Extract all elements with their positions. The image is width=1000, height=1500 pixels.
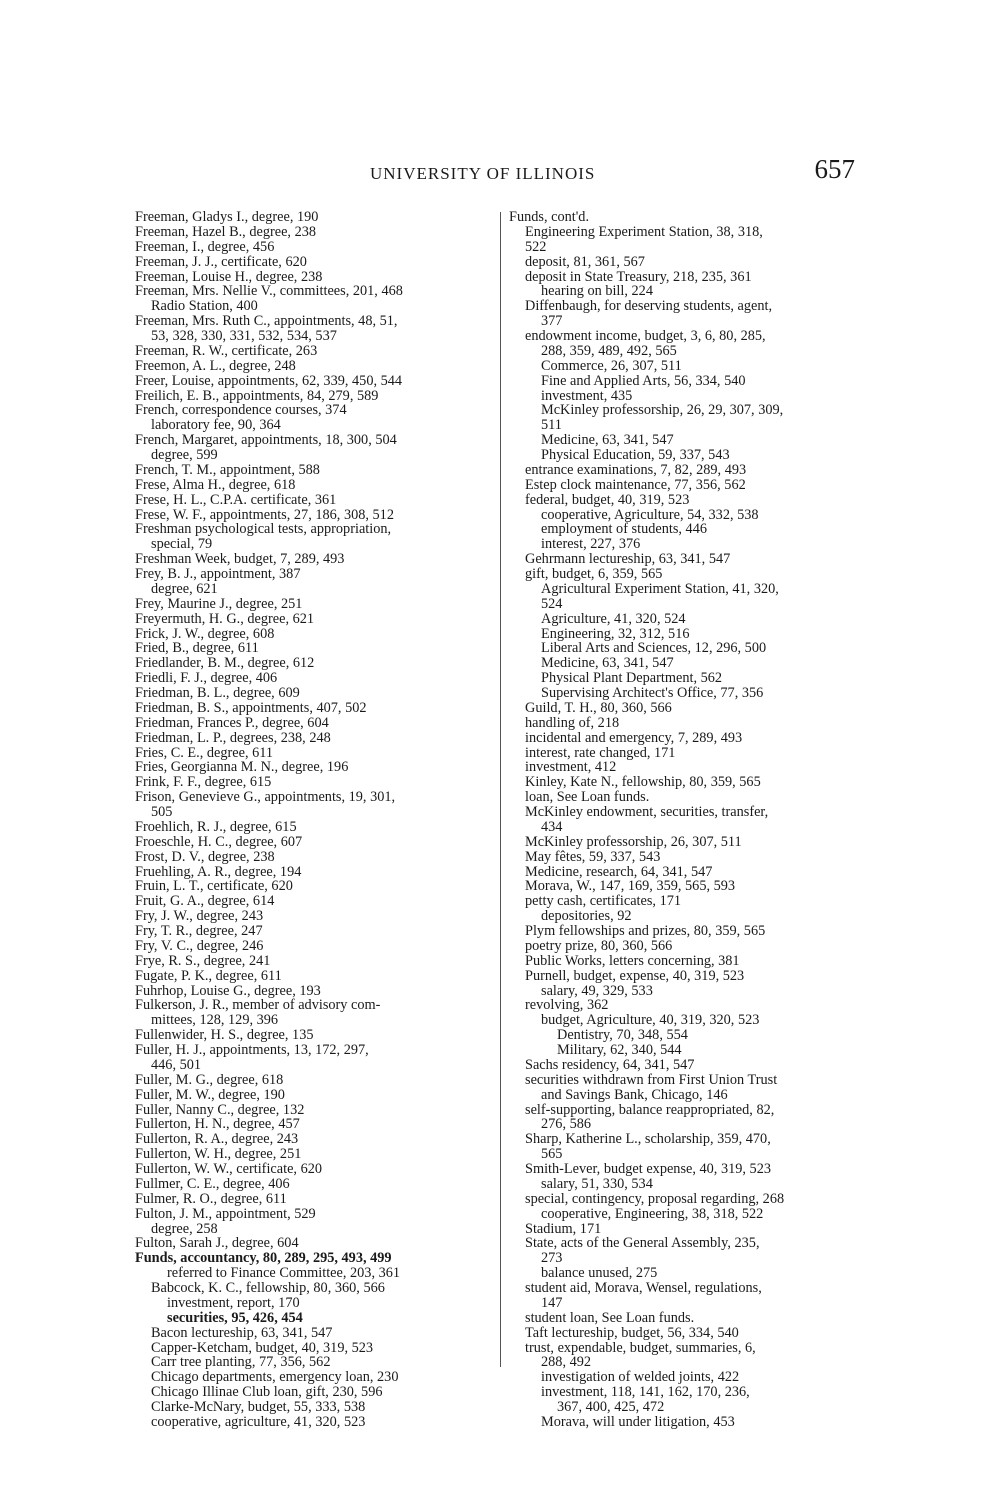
index-entry: degree, 258 [151, 1220, 218, 1237]
index-entry: Fruit, G. A., degree, 614 [135, 893, 275, 910]
index-entry: Physical Education, 59, 337, 543 [541, 447, 730, 463]
index-entry: investigation of welded joints, 422 [541, 1369, 740, 1386]
index-entry: Dentistry, 70, 348, 554 [557, 1027, 688, 1044]
index-entry: Medicine, research, 64, 341, 547 [525, 863, 713, 880]
index-entry: self-supporting, balance reappropriated, 82, [525, 1101, 775, 1118]
index-entry: Funds, accountancy, 80, 289, 295, 493, 499 [135, 1250, 392, 1267]
index-entry: budget, Agriculture, 40, 319, 320, 523 [541, 1012, 760, 1029]
index-entry: student loan, See Loan funds. [525, 1309, 695, 1326]
index-entry: Froehlich, R. J., degree, 615 [135, 818, 297, 835]
index-entry: investment, 118, 141, 162, 170, 236, [541, 1384, 750, 1401]
index-entry: interest, 227, 376 [541, 536, 641, 553]
index-entry: Bacon lectureship, 63, 341, 547 [151, 1324, 333, 1341]
index-entry: Gehrmann lectureship, 63, 341, 547 [525, 551, 731, 568]
index-entry: Kinley, Kate N., fellowship, 80, 359, 565 [525, 774, 761, 791]
index-entry: Friedli, F. J., degree, 406 [135, 670, 278, 687]
index-entry: Fry, J. W., degree, 243 [135, 908, 264, 925]
index-entry: Frey, B. J., appointment, 387 [135, 566, 301, 582]
index-entry: 511 [541, 417, 562, 434]
index-entry: Freeman, Mrs. Ruth C., appointments, 48, 51, [135, 313, 398, 330]
index-entry: endowment income, budget, 3, 6, 80, 285, [525, 328, 766, 344]
index-entry: May fêtes, 59, 337, 543 [525, 848, 661, 865]
index-entry: Fulton, J. M., appointment, 529 [135, 1205, 316, 1222]
index-entry: 565 [541, 1146, 563, 1163]
index-entry: Fine and Applied Arts, 56, 334, 540 [541, 372, 746, 389]
index-entry: Fulmer, R. O., degree, 611 [135, 1190, 287, 1207]
index-entry: Freeman, Louise H., degree, 238 [135, 268, 323, 285]
index-entry: cooperative, Engineering, 38, 318, 522 [541, 1205, 764, 1222]
index-entry: Funds, cont'd. [509, 209, 590, 225]
page-number: 657 [814, 154, 855, 184]
index-entry: Freyermuth, H. G., degree, 621 [135, 610, 315, 627]
index-entry: depositories, 92 [541, 908, 632, 925]
index-entry: federal, budget, 40, 319, 523 [525, 491, 690, 508]
index-entry: 288, 492 [541, 1354, 592, 1371]
index-entry: Freer, Louise, appointments, 62, 339, 450, 544 [135, 372, 403, 389]
index-entry: investment, 412 [525, 759, 617, 776]
page-header [135, 154, 855, 196]
index-entry: Agriculture, 41, 320, 524 [541, 610, 686, 627]
index-entry: salary, 51, 330, 534 [541, 1175, 653, 1192]
index-entry: cooperative, Agriculture, 54, 332, 538 [541, 506, 759, 523]
index-entry: Radio Station, 400 [151, 298, 258, 315]
index-entry: 147 [541, 1294, 563, 1311]
index-entry: Frese, W. F., appointments, 27, 186, 308, 512 [135, 506, 394, 523]
index-entry: Frye, R. S., degree, 241 [135, 952, 271, 969]
index-entry: Sachs residency, 64, 341, 547 [525, 1056, 695, 1073]
index-entry: Commerce, 26, 307, 511 [541, 357, 682, 374]
column-divider [500, 212, 501, 1367]
index-entry: Freshman Week, budget, 7, 289, 493 [135, 551, 345, 568]
index-entry: student aid, Morava, Wensel, regulations, [525, 1280, 762, 1296]
index-entry: 276, 586 [541, 1116, 592, 1133]
index-entry: Frison, Genevieve G., appointments, 19, 301, [135, 789, 396, 806]
index-entry: Frey, Maurine J., degree, 251 [135, 595, 303, 612]
index-entry: McKinley professorship, 26, 29, 307, 309, [541, 402, 784, 419]
index-entry: Estep clock maintenance, 77, 356, 562 [525, 476, 746, 493]
index-entry: Physical Plant Department, 562 [541, 670, 723, 687]
index-entry: 505 [151, 804, 173, 820]
index-entry: 367, 400, 425, 472 [557, 1399, 665, 1415]
index-entry: Fullerton, W. H., degree, 251 [135, 1146, 302, 1163]
index-entry: degree, 621 [151, 580, 218, 597]
index-entry: State, acts of the General Assembly, 235, [525, 1235, 760, 1252]
index-column-right [509, 210, 859, 1430]
index-entry: Fullerton, H. N., degree, 457 [135, 1116, 300, 1133]
index-entry: Friedlander, B. M., degree, 612 [135, 655, 315, 672]
index-column-left [135, 210, 493, 1430]
index-entry: Fullerton, R. A., degree, 243 [135, 1131, 299, 1148]
index-entry: Friedman, L. P., degrees, 238, 248 [135, 729, 331, 746]
index-entry: Fulton, Sarah J., degree, 604 [135, 1235, 299, 1252]
index-entry: Engineering, 32, 312, 516 [541, 625, 690, 642]
index-entry: Fugate, P. K., degree, 611 [135, 967, 282, 984]
index-entry: Fried, B., degree, 611 [135, 640, 259, 657]
index-entry: Sharp, Katherine L., scholarship, 359, 470, [525, 1131, 771, 1148]
index-entry: Frost, D. V., degree, 238 [135, 848, 275, 865]
index-entry: Fruin, L. T., certificate, 620 [135, 878, 293, 895]
index-entry: Military, 62, 340, 544 [557, 1042, 682, 1058]
index-entry: revolving, 362 [525, 997, 609, 1014]
index-entry: Chicago Illinae Club loan, gift, 230, 596 [151, 1384, 383, 1401]
index-entry: Taft lectureship, budget, 56, 334, 540 [525, 1324, 739, 1341]
index-entry: special, 79 [151, 536, 213, 553]
running-title: UNIVERSITY OF ILLINOIS [370, 164, 596, 183]
index-entry: Freemon, A. L., degree, 248 [135, 357, 296, 374]
index-entry: French, T. M., appointment, 588 [135, 461, 320, 478]
index-entry: securities withdrawn from First Union Trust [525, 1071, 778, 1088]
index-entry: loan, See Loan funds. [525, 789, 650, 806]
index-entry: laboratory fee, 90, 364 [151, 417, 281, 434]
index-entry: Frick, J. W., degree, 608 [135, 625, 275, 642]
index-entry: Agricultural Experiment Station, 41, 320, [541, 580, 779, 597]
index-entry: French, Margaret, appointments, 18, 300, 504 [135, 432, 397, 449]
index-entry: Fries, C. E., degree, 611 [135, 744, 274, 761]
index-entry: securities, 95, 426, 454 [167, 1309, 303, 1326]
index-entry: investment, report, 170 [167, 1294, 300, 1311]
index-entry: Diffenbaugh, for deserving students, agent, [525, 298, 773, 315]
index-entry: petty cash, certificates, 171 [525, 893, 682, 910]
index-entry: Froeschle, H. C., degree, 607 [135, 833, 303, 850]
index-entry: Liberal Arts and Sciences, 12, 296, 500 [541, 640, 767, 657]
index-entry: referred to Finance Committee, 203, 361 [167, 1265, 401, 1282]
index-entry: mittees, 128, 129, 396 [151, 1012, 279, 1029]
index-entry: poetry prize, 80, 360, 566 [525, 937, 673, 954]
index-entry: employment of students, 446 [541, 521, 707, 538]
index-entry: 273 [541, 1250, 563, 1267]
index-entry: interest, rate changed, 171 [525, 744, 676, 761]
index-entry: Engineering Experiment Station, 38, 318, [525, 223, 763, 240]
index-entry: 288, 359, 489, 492, 565 [541, 342, 677, 359]
index-entry: salary, 49, 329, 533 [541, 982, 653, 999]
index-entry: incidental and emergency, 7, 289, 493 [525, 729, 743, 746]
index-entry: deposit in State Treasury, 218, 235, 361 [525, 268, 752, 285]
index-entry: Friedman, Frances P., degree, 604 [135, 714, 329, 731]
index-entry: Capper-Ketcham, budget, 40, 319, 523 [151, 1339, 374, 1356]
index-entry: Fuller, Nanny C., degree, 132 [135, 1101, 305, 1118]
index-entry: investment, 435 [541, 387, 633, 404]
index-entry: 522 [525, 238, 547, 255]
index-entry: Friedman, B. S., appointments, 407, 502 [135, 699, 367, 716]
index-entry: handling of, 218 [525, 714, 620, 731]
index-entry: Medicine, 63, 341, 547 [541, 655, 674, 672]
index-entry: Fulkerson, J. R., member of advisory com- [135, 997, 381, 1014]
index-entry: Fullenwider, H. S., degree, 135 [135, 1027, 314, 1044]
index-entry: deposit, 81, 361, 567 [525, 253, 645, 270]
index-entry: Fruehling, A. R., degree, 194 [135, 863, 302, 880]
index-entry: Supervising Architect's Office, 77, 356 [541, 685, 764, 701]
index-entry: Smith-Lever, budget expense, 40, 319, 523 [525, 1161, 771, 1177]
index-entry: Fries, Georgianna M. N., degree, 196 [135, 759, 349, 776]
index-entry: Medicine, 63, 341, 547 [541, 432, 674, 449]
index-entry: Fullmer, C. E., degree, 406 [135, 1175, 290, 1192]
index-entry: gift, budget, 6, 359, 565 [525, 566, 663, 582]
index-entry: Frese, Alma H., degree, 618 [135, 476, 296, 493]
index-entry: Freeman, Hazel B., degree, 238 [135, 223, 317, 240]
index-entry: Freeman, Gladys I., degree, 190 [135, 209, 319, 225]
index-entry: Fuhrhop, Louise G., degree, 193 [135, 982, 321, 999]
index-entry: 377 [541, 313, 563, 330]
index-entry: Frink, F. F., degree, 615 [135, 774, 272, 791]
index-entry: Carr tree planting, 77, 356, 562 [151, 1354, 331, 1371]
index-entry: Freeman, I., degree, 456 [135, 238, 275, 255]
index-entry: Purnell, budget, expense, 40, 319, 523 [525, 967, 745, 984]
index-entry: Morava, will under litigation, 453 [541, 1413, 735, 1430]
index-entry: balance unused, 275 [541, 1265, 658, 1282]
index-entry: Fry, T. R., degree, 247 [135, 923, 263, 939]
index-entry: trust, expendable, budget, summaries, 6, [525, 1339, 756, 1356]
index-entry: special, contingency, proposal regarding, 268 [525, 1190, 785, 1207]
index-entry: Guild, T. H., 80, 360, 566 [525, 699, 672, 716]
index-entry: Friedman, B. L., degree, 609 [135, 685, 300, 701]
index-entry: Freeman, J. J., certificate, 620 [135, 253, 307, 270]
index-entry: Freeman, R. W., certificate, 263 [135, 342, 318, 359]
index-entry: Public Works, letters concerning, 381 [525, 952, 740, 969]
index-entry: McKinley endowment, securities, transfer, [525, 804, 769, 820]
index-entry: Clarke-McNary, budget, 55, 333, 538 [151, 1399, 366, 1415]
index-entry: 524 [541, 595, 563, 612]
index-entry: French, correspondence courses, 374 [135, 402, 347, 419]
index-entry: Fuller, H. J., appointments, 13, 172, 297, [135, 1042, 369, 1058]
index-entry: cooperative, agriculture, 41, 320, 523 [151, 1413, 366, 1430]
index-entry: Freilich, E. B., appointments, 84, 279, 589 [135, 387, 379, 404]
index-entry: entrance examinations, 7, 82, 289, 493 [525, 461, 747, 478]
index-entry: Freeman, Mrs. Nellie V., committees, 201, 468 [135, 283, 403, 300]
index-entry: Morava, W., 147, 169, 359, 565, 593 [525, 878, 736, 895]
index-entry: 434 [541, 818, 563, 835]
index-entry: 446, 501 [151, 1056, 202, 1073]
index-entry: Frese, H. L., C.P.A. certificate, 361 [135, 491, 337, 508]
index-entry: Chicago departments, emergency loan, 230 [151, 1369, 399, 1386]
index-entry: Plym fellowships and prizes, 80, 359, 565 [525, 923, 766, 939]
index-entry: Freshman psychological tests, appropriation, [135, 521, 392, 538]
index-entry: hearing on bill, 224 [541, 283, 653, 300]
index-entry: and Savings Bank, Chicago, 146 [541, 1086, 728, 1103]
index-entry: Babcock, K. C., fellowship, 80, 360, 566 [151, 1280, 385, 1296]
index-entry: Fuller, M. W., degree, 190 [135, 1086, 285, 1103]
index-entry: Stadium, 171 [525, 1220, 602, 1237]
index-entry: McKinley professorship, 26, 307, 511 [525, 833, 742, 850]
index-entry: Fry, V. C., degree, 246 [135, 937, 264, 954]
index-entry: 53, 328, 330, 331, 532, 534, 537 [151, 328, 337, 344]
index-entry: degree, 599 [151, 447, 218, 463]
index-entry: Fuller, M. G., degree, 618 [135, 1071, 284, 1088]
index-entry: Fullerton, W. W., certificate, 620 [135, 1161, 323, 1177]
